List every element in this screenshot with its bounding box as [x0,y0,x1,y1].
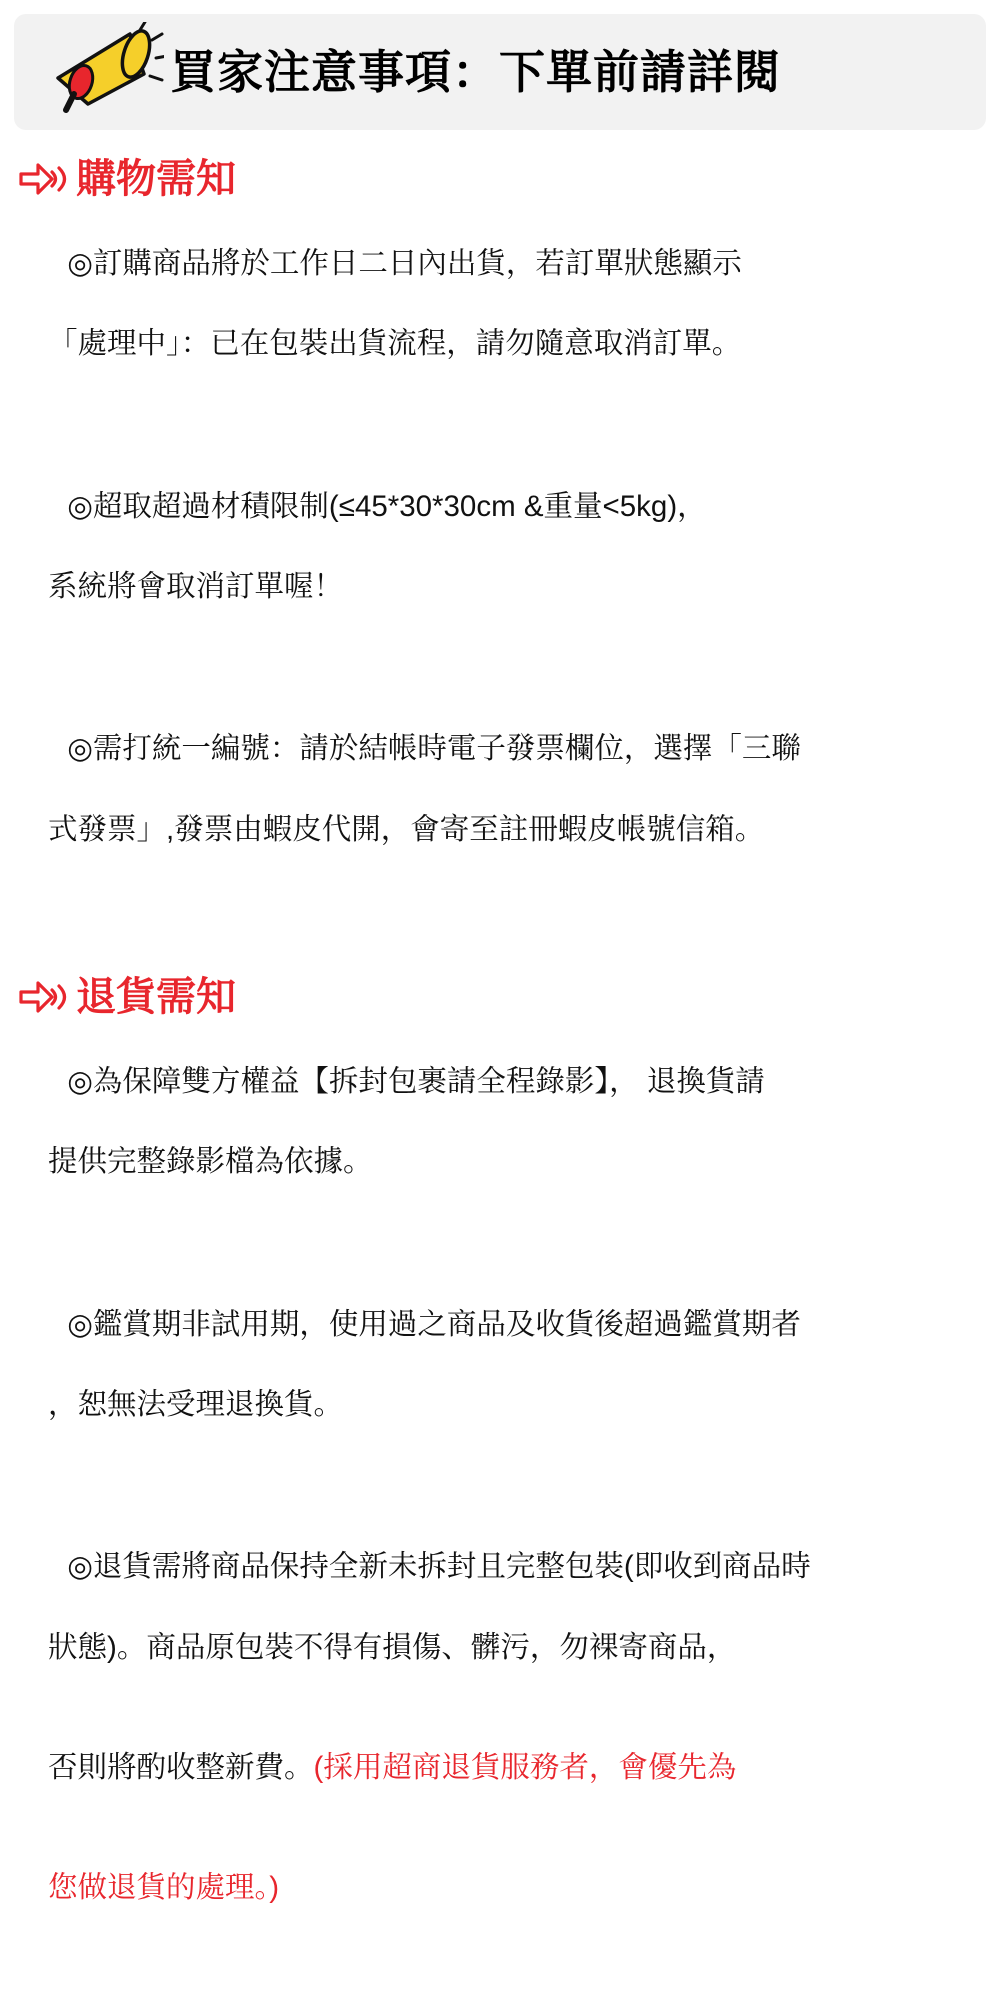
notice-item [18,689,992,930]
notice-item [18,1022,992,1263]
notice-line: ◎為保障雙方權益【拆封包裹請全程錄影】， 退換貨請 [67,1065,765,1099]
notice-line-red: 您做退貨的處理。) [48,1871,280,1905]
section-title-return: 退貨需知 [76,974,236,1019]
notice-line-red: (採用超商退貨服務者，會優先為 [313,1750,737,1784]
section-header-shopping [18,158,992,200]
notice-line-mixed [18,1748,992,1788]
notice-line: 狀態)。商品原包裝不得有損傷、髒污，勿裸寄商品， [48,1630,737,1664]
notice-content [0,130,1000,1989]
notice-line: ，恕無法受理退換貨。 [48,1387,344,1421]
section-title-shopping: 購物需知 [76,157,236,201]
notice-line-black: 否則將酌收整新費。 [48,1750,314,1784]
banner-title: 買家注意事項：下單前請詳閱 [170,46,781,98]
notice-page [0,14,1000,1905]
notice-line: ◎訂購商品將於工作日二日內出貨，若訂單狀態顯示 [67,247,742,281]
notice-item [18,1265,992,1506]
notice-line: ◎需打統一編號：請於結帳時電子發票欄位，選擇「三聯 [67,732,801,766]
banner [14,14,986,130]
pointing-hand-icon [18,976,70,1018]
notice-item [18,1507,992,1988]
notice-line: ◎超取超過材積限制(≤45*30*30cm &重量<5kg)， [67,489,707,523]
megaphone-icon [44,22,164,122]
notice-item [18,447,992,688]
notice-line: 系統將會取消訂單喔！ [48,569,344,603]
notice-line: ◎退貨需將商品保持全新未拆封且完整包裝(即收到商品時 [67,1550,811,1584]
section-header-return [18,976,992,1018]
notice-line: ◎鑑賞期非試用期，使用過之商品及收貨後超過鑑賞期者 [67,1307,801,1341]
notice-item [18,204,992,445]
notice-line: 式發票」,發票由蝦皮代開，會寄至註冊蝦皮帳號信箱。 [48,812,765,846]
notice-line: 提供完整錄影檔為依據。 [48,1145,373,1179]
pointing-hand-icon [18,158,70,200]
notice-line: 「處理中」：已在包裝出貨流程，請勿隨意取消訂單。 [48,327,742,361]
